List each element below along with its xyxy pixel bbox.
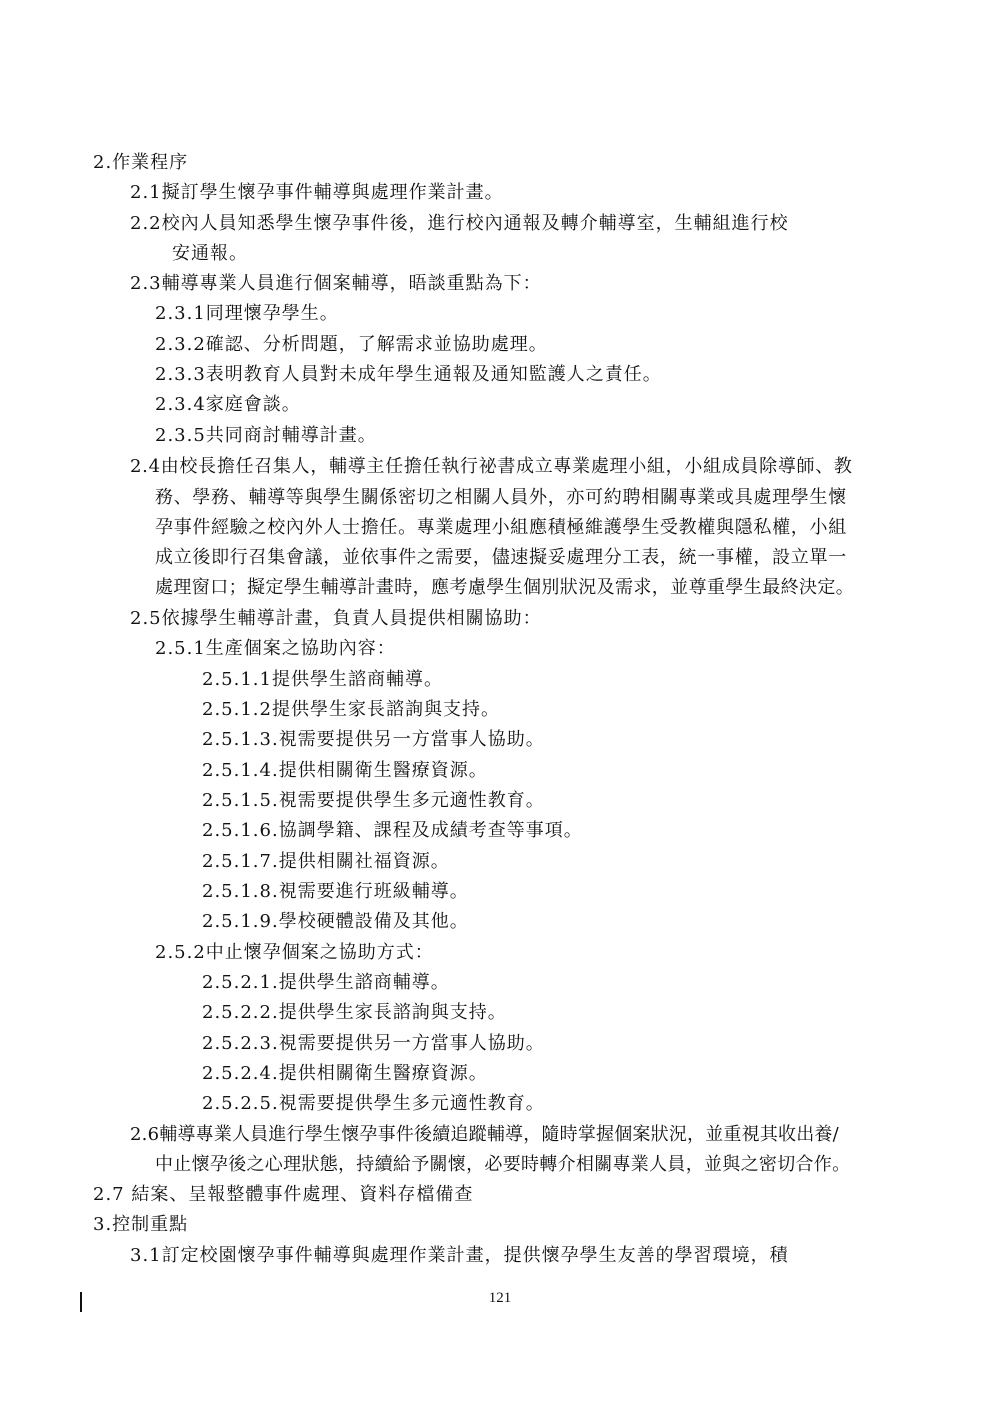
- item-2-5-1-9: 2.5.1.9.學校硬體設備及其他。: [202, 911, 469, 932]
- item-3-1: 3.1訂定校園懷孕事件輔導與處理作業計畫，提供懷孕學生友善的學習環境，積: [130, 1245, 789, 1266]
- item-2-3-1: 2.3.1同理懷孕學生。: [155, 303, 339, 324]
- heading-3: 3.控制重點: [93, 1214, 189, 1235]
- item-2-5-2-5: 2.5.2.5.視需要提供學生多元適性教育。: [202, 1093, 545, 1114]
- item-2-5: 2.5依據學生輔導計畫，負責人員提供相關協助：: [130, 608, 542, 629]
- item-2-7: 2.7 結案、呈報整體事件處理、資料存檔備查: [93, 1184, 474, 1205]
- item-2-3-4: 2.3.4家庭會談。: [155, 394, 301, 415]
- item-2-5-2-1: 2.5.2.1.提供學生諮商輔導。: [202, 972, 450, 993]
- item-2-3-3: 2.3.3表明教育人員對未成年學生通報及通知監護人之責任。: [155, 364, 662, 385]
- item-2-5-1-5: 2.5.1.5.視需要提供學生多元適性教育。: [202, 790, 545, 811]
- item-2-5-2-4: 2.5.2.4.提供相關衛生醫療資源。: [202, 1063, 488, 1084]
- item-2-4-cont-2: 孕事件經驗之校內外人士擔任。專業處理小組應積極維護學生受教權與隱私權，小組: [155, 517, 847, 538]
- item-2-5-1-2: 2.5.1.2提供學生家長諮詢與支持。: [202, 699, 500, 720]
- item-2-6: 2.6輔導專業人員進行學生懷孕事件後續追蹤輔導，隨時掌握個案狀況，並重視其收出養/: [130, 1124, 839, 1145]
- item-2-4: 2.4由校長擔任召集人，輔導主任擔任執行祕書成立專業處理小組，小組成員除導師、教: [130, 456, 853, 477]
- item-2-4-cont-1: 務、學務、輔導等與學生關係密切之相關人員外，亦可約聘相關專業或具處理學生懷: [155, 487, 847, 508]
- page-number: 121: [488, 1290, 512, 1306]
- item-2-6-cont: 中止懷孕後之心理狀態，持續給予關懷，必要時轉介相關專業人員，並與之密切合作。: [155, 1154, 851, 1175]
- item-2-5-1-8: 2.5.1.8.視需要進行班級輔導。: [202, 881, 469, 902]
- item-2-5-1-3: 2.5.1.3.視需要提供另一方當事人協助。: [202, 729, 545, 750]
- item-2-1: 2.1擬訂學生懷孕事件輔導與處理作業計畫。: [130, 182, 504, 203]
- item-2-5-2-2: 2.5.2.2.提供學生家長諮詢與支持。: [202, 1002, 507, 1023]
- item-2-5-1: 2.5.1生產個案之協助內容：: [155, 638, 396, 659]
- item-2-5-2: 2.5.2中止懷孕個案之協助方式：: [155, 942, 434, 963]
- item-2-4-cont-3: 成立後即行召集會議，並依事件之需要，儘速擬妥處理分工表，統一事權，設立單一: [155, 547, 847, 568]
- item-2-2-cont: 安通報。: [172, 243, 248, 264]
- item-2-5-1-4: 2.5.1.4.提供相關衛生醫療資源。: [202, 760, 488, 781]
- item-2-5-1-1: 2.5.1.1提供學生諮商輔導。: [202, 669, 443, 690]
- item-2-3-2: 2.3.2確認、分析問題，了解需求並協助處理。: [155, 334, 548, 355]
- item-2-5-1-7: 2.5.1.7.提供相關社福資源。: [202, 851, 450, 872]
- heading-2: 2.作業程序: [93, 152, 189, 173]
- item-2-4-cont-4: 處理窗口；擬定學生輔導計畫時，應考慮學生個別狀況及需求，並尊重學生最終決定。: [155, 577, 855, 598]
- item-2-5-2-3: 2.5.2.3.視需要提供另一方當事人協助。: [202, 1033, 545, 1054]
- item-2-5-1-6: 2.5.1.6.協調學籍、課程及成績考查等事項。: [202, 820, 583, 841]
- item-2-2: 2.2校內人員知悉學生懷孕事件後，進行校內通報及轉介輔導室，生輔組進行校: [130, 213, 789, 234]
- item-2-3-5: 2.3.5共同商討輔導計畫。: [155, 425, 377, 446]
- item-2-3: 2.3輔導專業人員進行個案輔導，晤談重點為下：: [130, 273, 542, 294]
